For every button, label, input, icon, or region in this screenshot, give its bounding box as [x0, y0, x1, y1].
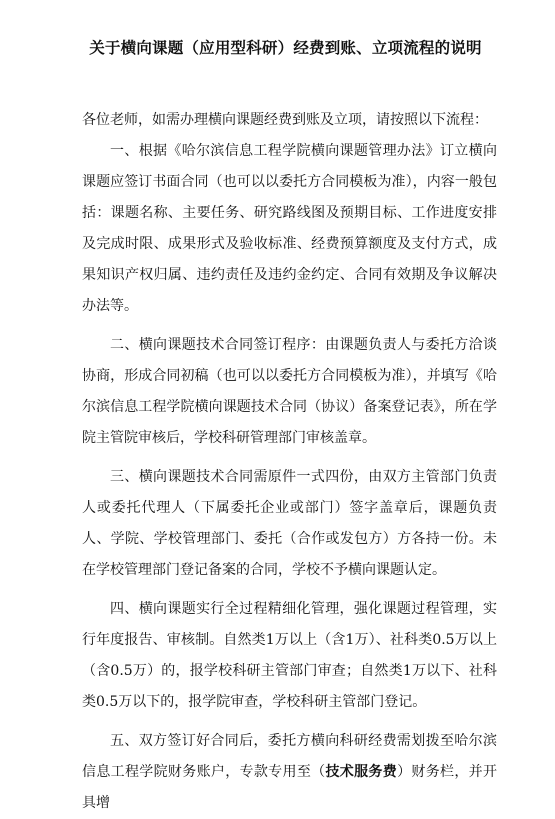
document-title: 关于横向课题（应用型科研）经费到账、立项流程的说明 — [89, 39, 482, 57]
paragraph-5-text-before: 五、双方签订好合同后，委托方横向科研经费需划拨至哈尔滨信息工程学院财务账户，专款专用至（ — [82, 733, 497, 780]
paragraph-1: 一、根据《哈尔滨信息工程学院横向课题管理办法》订立横向课题应签订书面合同（也可以以委托方合同模板为准），内容一般包括：课题名称、主要任务、研究路线图及预期目标、工作进度安排及完成时限、成果形式及验收标准、经费预算额度及支付方式，成果知识产权归属、违约责任及违约金约定、合同有效期及争议解决办法等。 — [82, 143, 497, 314]
paragraph-2: 二、横向课题技术合同签订程序：由课题负责人与委托方洽谈协商，形成合同初稿（也可以以委托方合同模板为准），并填写《哈尔滨信息工程学院横向课题技术合同（协议）备案登记表》，所在学院主管院审核后，学校科研管理部门审核盖章。 — [82, 337, 497, 446]
paragraph-3: 三、横向课题技术合同需原件一式四份，由双方主管部门负责人或委托代理人（下属委托企业或部门）签字盖章后，课题负责人、学院、学校管理部门、委托（合作或发包方）方各持一份。未在学校管理部门登记备案的合同，学校不予横向课题认定。 — [82, 469, 497, 578]
paragraph-5-bold-term: 技术服务费 — [325, 764, 398, 780]
greeting-line: 各位老师，如需办理横向课题经费到账及立项，请按照以下流程： — [82, 112, 488, 128]
document-body — [82, 105, 497, 819]
paragraph-5 — [82, 726, 497, 819]
paragraph-5-text-after: ）财务栏，并开具增 — [82, 764, 498, 811]
paragraph-4: 四、横向课题实行全过程精细化管理，强化课题过程管理，实行年度报告、审核制。自然类1万以上（含1万）、社科类0.5万以上（含0.5万）的，报学校科研主管部门审查；自然类1万以下、社科类0.5万以下的，报学院审查，学校科研主管部门登记。 — [82, 601, 497, 710]
